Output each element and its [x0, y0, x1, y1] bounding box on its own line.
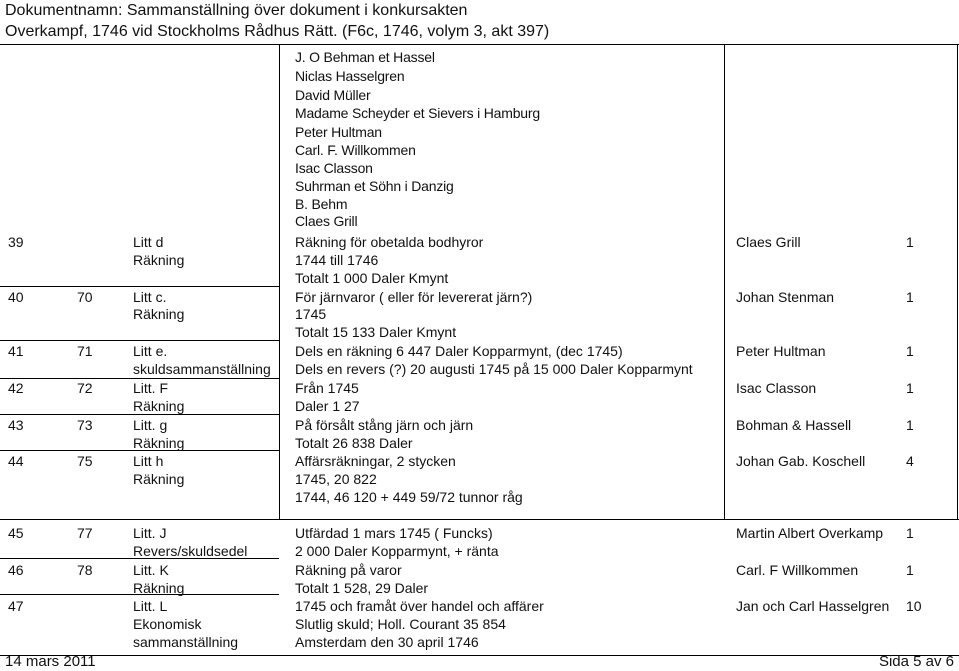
document-count: 1 [906, 234, 914, 250]
document-type: Räkning [133, 306, 185, 322]
document-type: Räkning [133, 471, 185, 487]
description-line: På försålt stång järn och järn [295, 417, 474, 433]
row-number: 40 [8, 289, 24, 305]
table-section-divider [0, 519, 959, 520]
litt-label: Litt h [133, 453, 164, 469]
row-subnumber: 72 [77, 380, 93, 396]
row-number: 47 [8, 598, 24, 614]
row-subnumber: 70 [77, 289, 93, 305]
row-subnumber: 77 [77, 525, 93, 541]
row-number: 43 [8, 417, 24, 433]
table-bottom-border [0, 655, 959, 656]
list-item: Peter Hultman [295, 124, 382, 140]
document-type: skuldsammanställning [133, 361, 271, 377]
litt-label: Litt c. [133, 289, 167, 305]
list-item: J. O Behman et Hassel [295, 49, 435, 65]
description-line: Totalt 15 133 Daler Kmynt [295, 324, 457, 340]
description-line: Totalt 1 528, 29 Daler [295, 580, 429, 596]
list-item: B. Behm [295, 196, 348, 212]
document-count: 4 [906, 453, 914, 469]
person-name: Claes Grill [736, 234, 801, 250]
description-line: Räkning på varor [295, 562, 402, 578]
column-divider-left [279, 44, 280, 519]
document-type: Ekonomisk [133, 616, 202, 632]
list-item: Claes Grill [295, 213, 358, 229]
document-count: 10 [906, 598, 922, 614]
person-name: Johan Gab. Koschell [736, 453, 866, 469]
row-number: 44 [8, 453, 24, 469]
description-line: 1744, 46 120 + 449 59/72 tunnor råg [295, 489, 523, 505]
list-item: Suhrman et Söhn i Danzig [295, 178, 454, 194]
description-line: 1744 till 1746 [295, 252, 379, 268]
litt-label: Litt. g [133, 417, 168, 433]
description-line: 2 000 Daler Kopparmynt, + ränta [295, 543, 499, 559]
description-line: Amsterdam den 30 april 1746 [295, 634, 479, 650]
row-number: 42 [8, 380, 24, 396]
person-name: Jan och Carl Hasselgren [736, 598, 890, 614]
document-count: 1 [906, 343, 914, 359]
description-line: 1745 och framåt över handel och affärer [295, 598, 544, 614]
description-line: Totalt 26 838 Daler [295, 435, 413, 451]
description-line: Totalt 1 000 Daler Kmynt [295, 270, 449, 286]
list-item: Niclas Hasselgren [295, 68, 405, 84]
document-type: Räkning [133, 435, 185, 451]
list-item: Carl. F. Willkommen [295, 142, 416, 158]
person-name: Martin Albert Overkamp [736, 525, 884, 541]
person-name: Johan Stenman [736, 289, 835, 305]
description-line: Utfärdad 1 mars 1745 ( Funcks) [295, 525, 493, 541]
table-top-border [0, 44, 959, 45]
document-count: 1 [906, 562, 914, 578]
document-type: Räkning [133, 398, 185, 414]
list-item: David Müller [295, 87, 371, 103]
row-subnumber: 73 [77, 417, 93, 433]
litt-label: Litt. L [133, 598, 168, 614]
litt-label: Litt. K [133, 562, 169, 578]
document-count: 1 [906, 525, 914, 541]
document-count: 1 [906, 380, 914, 396]
row-separator [0, 340, 279, 341]
description-line: För järnvaror ( eller för levererat järn?) [295, 289, 533, 305]
row-subnumber: 71 [77, 343, 93, 359]
row-number: 41 [8, 343, 24, 359]
description-line: Slutlig skuld; Holl. Courant 35 854 [295, 616, 506, 632]
row-separator [0, 286, 279, 287]
description-line: Dels en revers (?) 20 augusti 1745 på 15 000 Daler Kopparmynt [295, 361, 693, 377]
litt-label: Litt. F [133, 380, 169, 396]
description-line: Affärsräkningar, 2 stycken [295, 453, 456, 469]
document-type: Räkning [133, 580, 185, 596]
litt-label: Litt d [133, 234, 164, 250]
description-line: Räkning för obetalda bodhyror [295, 234, 484, 250]
document-count: 1 [906, 417, 914, 433]
litt-label: Litt. J [133, 525, 167, 541]
row-subnumber: 75 [77, 453, 93, 469]
row-subnumber: 78 [77, 562, 93, 578]
row-number: 46 [8, 562, 24, 578]
list-item: Madame Scheyder et Sievers i Hamburg [295, 105, 540, 121]
list-item: Isac Classon [295, 160, 373, 176]
document-type: Revers/skuldsedel [133, 543, 248, 559]
person-name: Isac Classon [736, 380, 817, 396]
document-source-subtitle: Overkampf, 1746 vid Stockholms Rådhus Rätt. (F6c, 1746, volym 3, akt 397) [5, 23, 550, 40]
document-type: Räkning [133, 252, 185, 268]
row-number: 45 [8, 525, 24, 541]
litt-label: Litt e. [133, 343, 168, 359]
table-right-border [957, 44, 958, 519]
document-name-title: Dokumentnamn: Sammanställning över dokument i konkursakten [5, 2, 468, 19]
row-number: 39 [8, 234, 24, 250]
description-line: Daler 1 27 [295, 398, 360, 414]
description-line: Från 1745 [295, 380, 359, 396]
column-divider-right [724, 44, 725, 519]
person-name: Peter Hultman [736, 343, 826, 359]
description-line: 1745 [295, 306, 327, 322]
person-name: Bohman & Hassell [736, 417, 852, 433]
footer-page-number: Sida 5 av 6 [878, 653, 954, 670]
description-line: Dels en räkning 6 447 Daler Kopparmynt, (dec 1745) [295, 343, 623, 359]
footer-date: 14 mars 2011 [5, 653, 96, 670]
person-name: Carl. F Willkommen [736, 562, 859, 578]
document-type-continued: sammanställning [133, 634, 239, 650]
description-line: 1745, 20 822 [295, 471, 377, 487]
document-count: 1 [906, 289, 914, 305]
